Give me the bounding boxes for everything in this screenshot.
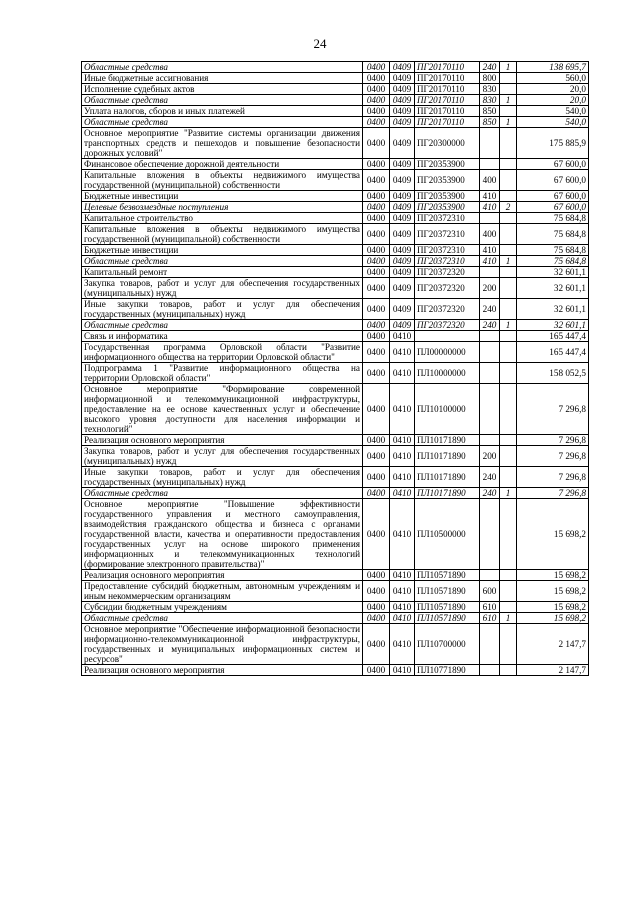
row-section-code: 0400 [363,278,390,299]
row-section-code: 0400 [363,213,390,224]
row-source-code [500,665,517,676]
table-row [82,435,589,446]
row-expense-type-code: 400 [480,170,500,191]
row-name: Реализация основного мероприятия [82,665,363,676]
page-number: 24 [313,36,327,51]
row-sum: 75 684,8 [517,245,589,256]
row-target-article-code: ПГ20353900 [415,159,480,170]
row-name: Основное мероприятие "Повышение эффективности государственного управления и местного самоуправления, взаимодействия гражданского общества и бизнеса с органами государственной власти, качества и оперативности предоставления государственных услуг на основе широкого применения информационных и телекоммуникационных технологий (формирование электронного правительства)" [82,499,363,570]
row-source-code: 1 [500,95,517,106]
row-expense-type-code: 200 [480,446,500,467]
row-expense-type-code [480,665,500,676]
row-source-code [500,624,517,665]
row-section-code: 0400 [363,446,390,467]
row-sum: 15 698,2 [517,499,589,570]
row-name: Областные средства [82,95,363,106]
row-subsection-code: 0409 [390,278,415,299]
row-section-code: 0400 [363,267,390,278]
row-expense-type-code [480,570,500,581]
row-section-code: 0400 [363,363,390,384]
row-target-article-code: ПГ20170110 [415,84,480,95]
table-row [82,73,589,84]
row-sum: 15 698,2 [517,613,589,624]
row-expense-type-code: 850 [480,117,500,128]
row-section-code: 0400 [363,665,390,676]
row-name: Капитальный ремонт [82,267,363,278]
row-sum: 165 447,4 [517,331,589,342]
table-row [82,170,589,191]
table-row [82,95,589,106]
row-target-article-code: ПЛ10571890 [415,570,480,581]
table-row [82,62,589,73]
row-target-article-code: ПГ20372320 [415,267,480,278]
row-expense-type-code: 410 [480,202,500,213]
row-source-code [500,570,517,581]
row-section-code: 0400 [363,84,390,95]
row-target-article-code: ПГ20372310 [415,245,480,256]
row-expense-type-code: 610 [480,602,500,613]
row-name: Бюджетные инвестиции [82,191,363,202]
row-source-code: 1 [500,320,517,331]
row-source-code [500,106,517,117]
row-sum: 67 600,0 [517,202,589,213]
row-expense-type-code: 410 [480,191,500,202]
row-section-code: 0400 [363,570,390,581]
row-sum: 7 296,8 [517,446,589,467]
row-expense-type-code: 200 [480,278,500,299]
row-section-code: 0400 [363,299,390,320]
row-name: Областные средства [82,117,363,128]
row-section-code: 0400 [363,117,390,128]
row-name: Областные средства [82,613,363,624]
row-section-code: 0400 [363,320,390,331]
row-section-code: 0400 [363,191,390,202]
table-row [82,602,589,613]
row-source-code [500,267,517,278]
budget-table [81,61,589,676]
row-source-code [500,73,517,84]
row-expense-type-code [480,331,500,342]
table-row [82,117,589,128]
row-target-article-code: ПГ20353900 [415,202,480,213]
row-subsection-code: 0409 [390,84,415,95]
row-expense-type-code [480,159,500,170]
row-sum: 138 695,7 [517,62,589,73]
row-sum: 15 698,2 [517,581,589,602]
row-expense-type-code: 240 [480,488,500,499]
row-section-code: 0400 [363,384,390,435]
row-name: Целевые безвозмездные поступления [82,202,363,213]
row-target-article-code: ПЛ10700000 [415,624,480,665]
row-sum: 7 296,8 [517,435,589,446]
row-expense-type-code: 610 [480,613,500,624]
table-row [82,446,589,467]
row-section-code: 0400 [363,613,390,624]
row-section-code: 0400 [363,488,390,499]
row-subsection-code: 0409 [390,62,415,73]
row-source-code [500,299,517,320]
row-subsection-code: 0409 [390,73,415,84]
row-name: Иные закупки товаров, работ и услуг для обеспечения государственных (муниципальных) нужд [82,299,363,320]
row-subsection-code: 0409 [390,159,415,170]
table-row [82,570,589,581]
row-name: Иные закупки товаров, работ и услуг для обеспечения государственных (муниципальных) нужд [82,467,363,488]
row-source-code [500,581,517,602]
row-source-code [500,170,517,191]
row-subsection-code: 0409 [390,95,415,106]
row-section-code: 0400 [363,602,390,613]
row-target-article-code: ПГ20353900 [415,191,480,202]
row-source-code [500,499,517,570]
row-expense-type-code [480,435,500,446]
table-row [82,159,589,170]
row-subsection-code: 0409 [390,299,415,320]
row-target-article-code: ПГ20372320 [415,299,480,320]
table-row [82,202,589,213]
row-target-article-code: ПГ20372310 [415,256,480,267]
row-sum: 7 296,8 [517,488,589,499]
row-source-code [500,224,517,245]
row-subsection-code: 0410 [390,467,415,488]
row-source-code: 1 [500,117,517,128]
row-expense-type-code: 400 [480,224,500,245]
row-target-article-code: ПГ20170110 [415,73,480,84]
row-sum: 540,0 [517,106,589,117]
row-subsection-code: 0410 [390,499,415,570]
row-section-code: 0400 [363,202,390,213]
row-sum: 7 296,8 [517,384,589,435]
row-source-code [500,384,517,435]
row-subsection-code: 0409 [390,256,415,267]
row-target-article-code: ПЛ10171890 [415,467,480,488]
row-subsection-code: 0409 [390,213,415,224]
row-name: Исполнение судебных актов [82,84,363,95]
row-target-article-code: ПГ20170110 [415,95,480,106]
row-source-code [500,84,517,95]
table-row [82,128,589,159]
row-subsection-code: 0410 [390,570,415,581]
row-sum: 67 600,0 [517,170,589,191]
row-name: Основное мероприятие "Формирование современной информационной и телекоммуникационной инфраструктуры, предоставление на ее основе качественных услуг и обеспечение высокого уровня доступности для населения информации и технологий" [82,384,363,435]
row-target-article-code: ПГ20170110 [415,62,480,73]
table-row [82,488,589,499]
row-section-code: 0400 [363,435,390,446]
row-name: Основное мероприятие "Развитие системы организации движения транспортных средств и пешеходов и повышение безопасности дорожных условий" [82,128,363,159]
row-subsection-code: 0410 [390,435,415,446]
row-section-code: 0400 [363,245,390,256]
row-source-code [500,213,517,224]
row-subsection-code: 0410 [390,488,415,499]
row-source-code [500,602,517,613]
row-name: Связь и информатика [82,331,363,342]
row-sum: 165 447,4 [517,342,589,363]
table-row [82,245,589,256]
row-target-article-code: ПЛ10571890 [415,602,480,613]
row-expense-type-code [480,384,500,435]
row-target-article-code: ПЛ10571890 [415,613,480,624]
row-sum: 32 601,1 [517,267,589,278]
row-section-code: 0400 [363,581,390,602]
row-target-article-code [415,331,480,342]
row-name: Подпрограмма 1 "Развитие информационного общества на территории Орловской области" [82,363,363,384]
row-expense-type-code: 240 [480,299,500,320]
row-name: Бюджетные инвестиции [82,245,363,256]
row-sum: 15 698,2 [517,570,589,581]
row-expense-type-code: 830 [480,84,500,95]
table-row [82,467,589,488]
row-expense-type-code [480,363,500,384]
row-source-code: 1 [500,62,517,73]
row-name: Основное мероприятие "Обеспечение информационной безопасности информационно-телекоммуникационной инфраструктуры, государственных и муниципальных информационных систем и ресурсов" [82,624,363,665]
row-source-code [500,467,517,488]
row-expense-type-code [480,342,500,363]
table-row [82,84,589,95]
row-sum: 67 600,0 [517,159,589,170]
table-row [82,320,589,331]
row-source-code [500,363,517,384]
row-name: Субсидии бюджетным учреждениям [82,602,363,613]
row-target-article-code: ПГ20372320 [415,278,480,299]
row-name: Областные средства [82,256,363,267]
row-source-code: 1 [500,256,517,267]
table-row [82,342,589,363]
row-expense-type-code: 830 [480,95,500,106]
row-target-article-code: ПГ20170110 [415,106,480,117]
row-sum: 32 601,1 [517,320,589,331]
row-expense-type-code [480,128,500,159]
row-subsection-code: 0409 [390,267,415,278]
row-sum: 20,0 [517,84,589,95]
row-sum: 75 684,8 [517,213,589,224]
row-subsection-code: 0410 [390,613,415,624]
table-row [82,613,589,624]
table-row [82,363,589,384]
row-subsection-code: 0409 [390,245,415,256]
table-row [82,213,589,224]
row-section-code: 0400 [363,170,390,191]
row-sum: 7 296,8 [517,467,589,488]
table-row [82,581,589,602]
row-subsection-code: 0410 [390,342,415,363]
table-row [82,665,589,676]
row-section-code: 0400 [363,62,390,73]
row-section-code: 0400 [363,159,390,170]
row-source-code [500,278,517,299]
row-sum: 75 684,8 [517,224,589,245]
row-sum: 75 684,8 [517,256,589,267]
table-row [82,191,589,202]
table-row [82,331,589,342]
row-expense-type-code: 410 [480,256,500,267]
row-sum: 175 885,9 [517,128,589,159]
table-row [82,499,589,570]
row-source-code [500,435,517,446]
table-row [82,256,589,267]
row-source-code [500,331,517,342]
table-row [82,278,589,299]
table-row [82,299,589,320]
row-section-code: 0400 [363,331,390,342]
row-sum: 2 147,7 [517,665,589,676]
row-subsection-code: 0409 [390,202,415,213]
row-target-article-code: ПЛ10100000 [415,384,480,435]
row-target-article-code: ПЛ10500000 [415,499,480,570]
row-target-article-code: ПГ20300000 [415,128,480,159]
row-target-article-code: ПГ20170110 [415,117,480,128]
row-section-code: 0400 [363,106,390,117]
row-name: Областные средства [82,62,363,73]
table-row [82,224,589,245]
row-source-code [500,446,517,467]
row-source-code: 2 [500,202,517,213]
row-target-article-code: ПЛ10000000 [415,363,480,384]
row-subsection-code: 0410 [390,581,415,602]
row-section-code: 0400 [363,95,390,106]
row-subsection-code: 0410 [390,665,415,676]
row-name: Реализация основного мероприятия [82,570,363,581]
table-row [82,267,589,278]
row-section-code: 0400 [363,224,390,245]
row-target-article-code: ПЛ10171890 [415,488,480,499]
row-sum: 32 601,1 [517,299,589,320]
row-target-article-code: ПЛ10771890 [415,665,480,676]
row-sum: 15 698,2 [517,602,589,613]
row-subsection-code: 0410 [390,602,415,613]
row-section-code: 0400 [363,128,390,159]
row-name: Капитальные вложения в объекты недвижимого имущества государственной (муниципальной) собственности [82,170,363,191]
row-name: Областные средства [82,488,363,499]
row-sum: 20,0 [517,95,589,106]
row-section-code: 0400 [363,624,390,665]
row-expense-type-code [480,267,500,278]
row-expense-type-code: 600 [480,581,500,602]
row-expense-type-code: 410 [480,245,500,256]
row-sum: 32 601,1 [517,278,589,299]
row-subsection-code: 0409 [390,128,415,159]
row-source-code [500,159,517,170]
table-row [82,384,589,435]
row-target-article-code: ПГ20353900 [415,170,480,191]
row-source-code: 1 [500,613,517,624]
row-name: Закупка товаров, работ и услуг для обеспечения государственных (муниципальных) нужд [82,446,363,467]
row-name: Капитальное строительство [82,213,363,224]
table-row [82,624,589,665]
row-subsection-code: 0409 [390,106,415,117]
row-subsection-code: 0409 [390,170,415,191]
row-subsection-code: 0410 [390,331,415,342]
row-sum: 2 147,7 [517,624,589,665]
row-name: Финансовое обеспечение дорожной деятельности [82,159,363,170]
row-name: Предоставление субсидий бюджетным, автономным учреждениям и иным некоммерческим организациям [82,581,363,602]
row-name: Капитальные вложения в объекты недвижимого имущества государственной (муниципальной) собственности [82,224,363,245]
row-subsection-code: 0409 [390,320,415,331]
row-sum: 67 600,0 [517,191,589,202]
row-expense-type-code: 850 [480,106,500,117]
row-expense-type-code [480,499,500,570]
row-target-article-code: ПЛ10571890 [415,581,480,602]
row-name: Уплата налогов, сборов и иных платежей [82,106,363,117]
row-subsection-code: 0410 [390,363,415,384]
row-section-code: 0400 [363,499,390,570]
row-name: Иные бюджетные ассигнования [82,73,363,84]
row-source-code [500,128,517,159]
row-name: Реализация основного мероприятия [82,435,363,446]
row-target-article-code: ПГ20372310 [415,213,480,224]
row-section-code: 0400 [363,73,390,84]
row-name: Областные средства [82,320,363,331]
row-name: Государственная программа Орловской области "Развитие информационного общества на территории Орловской области" [82,342,363,363]
row-subsection-code: 0409 [390,117,415,128]
row-target-article-code: ПГ20372310 [415,224,480,245]
row-target-article-code: ПГ20372320 [415,320,480,331]
row-section-code: 0400 [363,256,390,267]
row-subsection-code: 0409 [390,191,415,202]
row-subsection-code: 0409 [390,224,415,245]
row-source-code [500,191,517,202]
row-target-article-code: ПЛ00000000 [415,342,480,363]
row-expense-type-code: 240 [480,467,500,488]
row-sum: 560,0 [517,73,589,84]
row-expense-type-code: 800 [480,73,500,84]
row-target-article-code: ПЛ10171890 [415,446,480,467]
row-source-code [500,342,517,363]
row-subsection-code: 0410 [390,384,415,435]
row-name: Закупка товаров, работ и услуг для обеспечения государственных (муниципальных) нужд [82,278,363,299]
table-row [82,106,589,117]
row-expense-type-code [480,213,500,224]
row-source-code: 1 [500,488,517,499]
row-section-code: 0400 [363,467,390,488]
row-subsection-code: 0410 [390,446,415,467]
row-expense-type-code: 240 [480,62,500,73]
row-source-code [500,245,517,256]
row-expense-type-code [480,624,500,665]
row-section-code: 0400 [363,342,390,363]
row-target-article-code: ПЛ10171890 [415,435,480,446]
row-sum: 158 052,5 [517,363,589,384]
row-expense-type-code: 240 [480,320,500,331]
row-subsection-code: 0410 [390,624,415,665]
row-sum: 540,0 [517,117,589,128]
